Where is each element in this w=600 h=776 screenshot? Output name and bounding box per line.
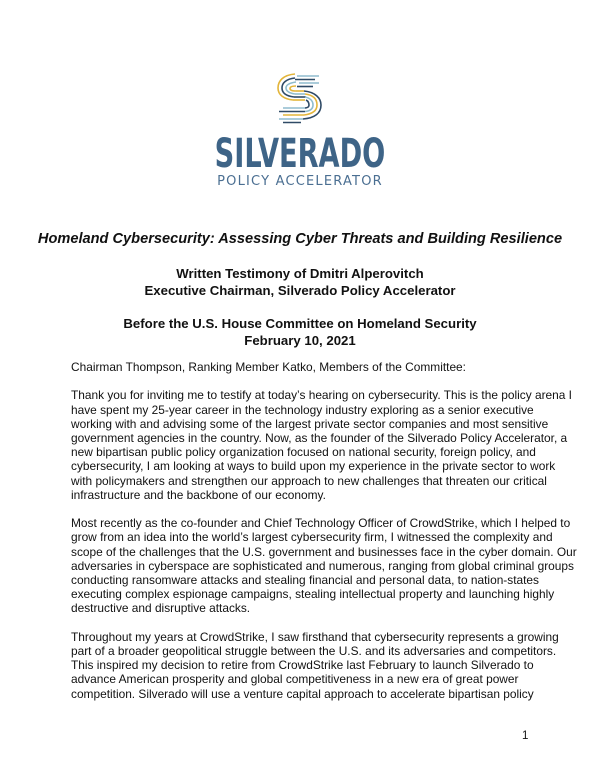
text-line: infrastructure and the backbone of our economy. (71, 487, 326, 502)
hearing-committee: Before the U.S. House Committee on Homeland Security (123, 316, 477, 331)
text-line: conducting ransomware attacks and stealing financial and personal data, to nation-states (71, 573, 539, 588)
testimony-heading (0, 265, 600, 299)
text-line: destructive and disruptive attacks. (71, 601, 251, 616)
salutation-paragraph (71, 360, 541, 374)
body-paragraph (71, 629, 559, 701)
page-number: 1 (522, 730, 529, 742)
text-line: grow from an idea into the world’s largest cybersecurity firm, I witnessed the complexity and (71, 530, 553, 545)
text-line: working with and advising some of the largest private sector companies and most sensitive (71, 416, 549, 431)
text-line: Most recently as the co-founder and Chief Technology Officer of CrowdStrike, which I helped to (71, 516, 571, 531)
text-line: cybersecurity, I am looking at ways to build upon my experience in the private sector to work (71, 459, 556, 474)
logo-tagline: POLICY ACCELERATOR (217, 174, 383, 189)
text-line: Chairman Thompson, Ranking Member Katko, Members of the Committee: (71, 360, 466, 374)
text-line: Thank you for inviting me to testify at today’s hearing on cybersecurity. This is the policy arena I (71, 388, 572, 403)
testimony-role: Executive Chairman, Silverado Policy Accelerator (144, 283, 456, 298)
text-line: government agencies in the country. Now, as the founder of the Silverado Policy Accelerator, a (71, 431, 568, 445)
text-line: scope of the challenges that the U.S. government and businesses face in the cyber domain. Our (71, 544, 577, 559)
text-line: Throughout my years at CrowdStrike, I saw firsthand that cybersecurity represents a growing (71, 629, 559, 644)
silverado-logo (0, 72, 600, 189)
silverado-s-lines-icon (275, 72, 325, 130)
body-paragraph (71, 388, 572, 502)
logo-wordmark: SILVERADO (214, 131, 386, 177)
text-line: new bipartisan public policy organization focused on national security, foreign policy, and (71, 445, 536, 460)
body-paragraph (71, 516, 577, 616)
text-line: executing complex espionage campaigns, stealing intellectual property and launching highly (71, 587, 555, 602)
hearing-date: February 10, 2021 (244, 333, 356, 348)
text-line: part of a broader geopolitical struggle between the U.S. and its adversaries and competitors. (71, 644, 557, 659)
testimony-author: Written Testimony of Dmitri Alperovitch (176, 266, 424, 281)
text-line: advance American prosperity and global competitiveness in a new era of great power (71, 672, 519, 687)
text-line: competition. Silverado will use a venture capital approach to accelerate bipartisan policy (71, 686, 534, 701)
text-line: This inspired my decision to retire from CrowdStrike last February to launch Silverado to (71, 658, 534, 673)
document-title: Homeland Cybersecurity: Assessing Cyber Threats and Building Resilience (37, 231, 563, 247)
text-line: with policymakers and strengthen our approach to new challenges that threaten our critical (71, 473, 547, 488)
text-line: adversaries in cyberspace are sophisticated and numerous, ranging from global criminal groups (71, 558, 574, 573)
testimony-body (71, 360, 577, 715)
text-line: have spent my 25-year career in the technology industry exploring as a senior executive (71, 402, 534, 417)
hearing-heading (0, 315, 600, 349)
